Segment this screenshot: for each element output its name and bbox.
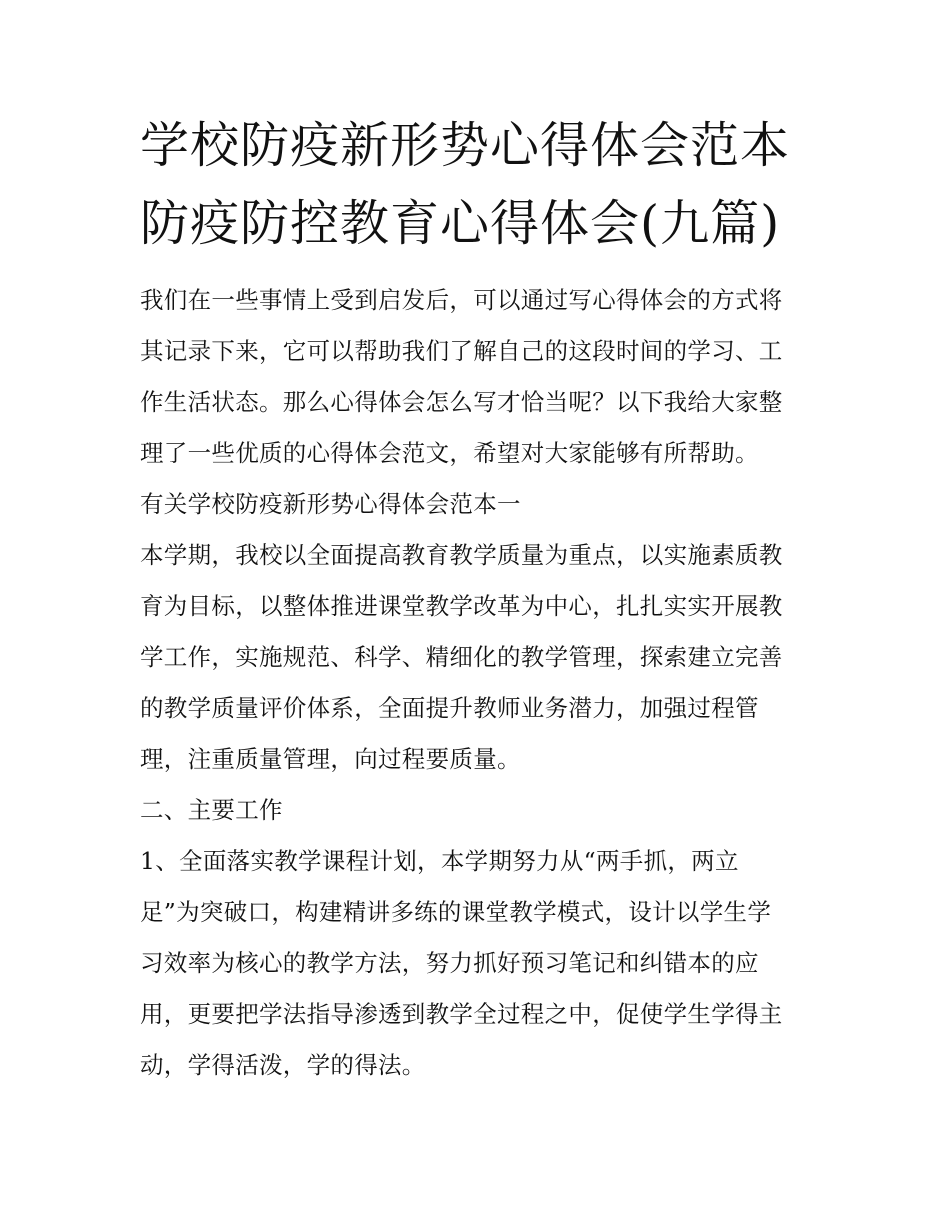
body-line-3: 学工作，实施规范、科学、精细化的教学管理，探索建立完善 <box>140 643 783 671</box>
body-line-4: 的教学质量评价体系，全面提升教师业务潜力，加强过程管 <box>140 694 759 722</box>
item-line-5: 动，学得活泼，学的得法。 <box>140 1051 426 1079</box>
item-line-3: 习效率为核心的教学方法，努力抓好预习笔记和纠错本的应 <box>140 949 759 977</box>
section-heading-1: 有关学校防疫新形势心得体会范本一 <box>140 490 521 518</box>
section-heading-2: 二、主要工作 <box>140 796 283 824</box>
item-line-4: 用，更要把学法指导渗透到教学全过程之中，促使学生学得主 <box>140 1000 783 1028</box>
body-line-1: 本学期，我校以全面提高教育教学质量为重点，以实施素质教 <box>140 541 783 569</box>
item-line-1: 1、全面落实教学课程计划，本学期努力从“两手抓，两立 <box>140 847 739 875</box>
item-line-2: 足”为突破口，构建精讲多练的课堂教学模式，设计以学生学 <box>140 898 772 926</box>
body-line-2: 育为目标，以整体推进课堂教学改革为中心，扎扎实实开展教 <box>140 592 783 620</box>
intro-line-4: 理了一些优质的心得体会范文，希望对大家能够有所帮助。 <box>140 439 759 467</box>
intro-line-2: 其记录下来，它可以帮助我们了解自己的这段时间的学习、工 <box>140 337 783 365</box>
document-title-line-1: 学校防疫新形势心得体会范本 <box>140 117 791 174</box>
intro-line-1: 我们在一些事情上受到启发后，可以通过写心得体会的方式将 <box>140 286 783 314</box>
body-line-5: 理，注重质量管理，向过程要质量。 <box>140 745 521 773</box>
document-title-line-2: 防疫防控教育心得体会(九篇) <box>140 195 781 252</box>
intro-line-3: 作生活状态。那么心得体会怎么写才恰当呢？以下我给大家整 <box>140 388 783 416</box>
